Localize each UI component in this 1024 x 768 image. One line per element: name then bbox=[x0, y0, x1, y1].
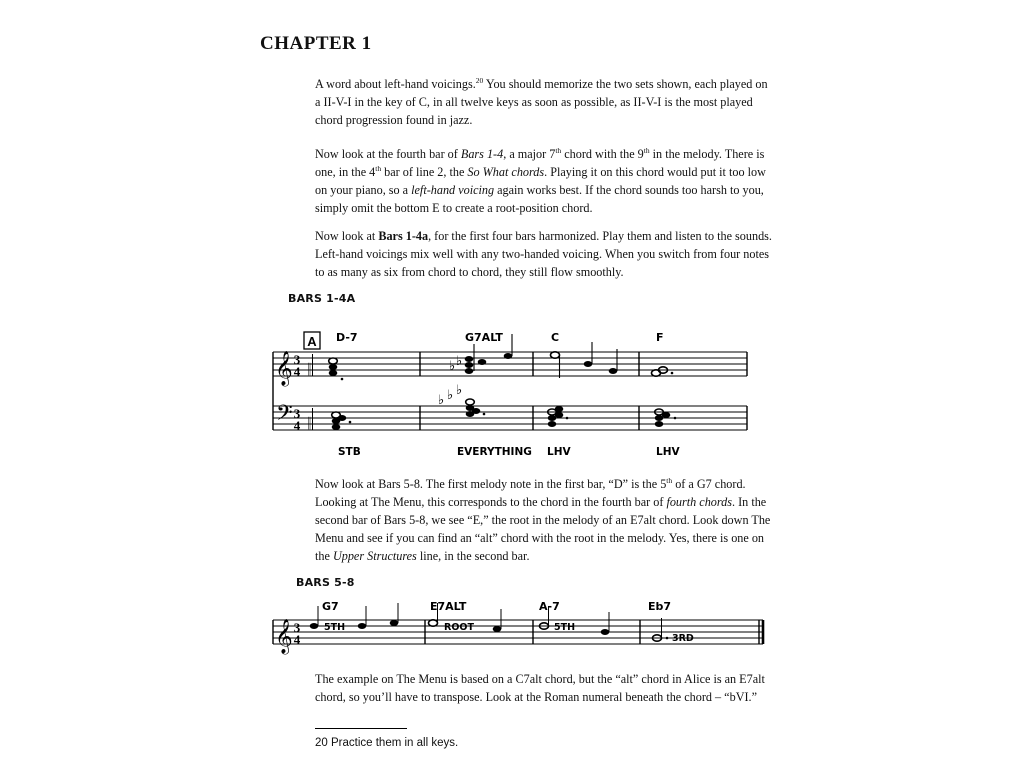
chord-symbol: D-7 bbox=[336, 331, 358, 344]
treble-clef-icon: 𝄞 bbox=[275, 619, 293, 654]
svg-text:♭: ♭ bbox=[438, 393, 445, 408]
rehearsal-mark: A bbox=[307, 334, 317, 349]
text-run: . In the second bar of Bars 5-8, we see “E,” the root in the melody of an E7alt chord. Look down The Menu and see if you can find an “alt” chord with the root in the melody. Yes, there is one on the bbox=[315, 495, 771, 563]
text-run-italic: left-hand voicing bbox=[411, 183, 495, 197]
text-run-italic: fourth chords bbox=[666, 495, 733, 509]
svg-text:♭: ♭ bbox=[456, 383, 463, 398]
text-run-italic: Bars 1-4 bbox=[460, 147, 504, 161]
footnote-ref[interactable]: 20 bbox=[475, 75, 484, 85]
bass-clef-icon: 𝄢 bbox=[276, 401, 293, 431]
chord-notes bbox=[548, 342, 618, 427]
paragraph-transpose bbox=[315, 670, 775, 706]
superscript: th bbox=[643, 145, 650, 155]
voicing-label: LHV bbox=[656, 446, 680, 458]
chord-symbol: Eb7 bbox=[648, 600, 672, 613]
text-run: of a G7 chord. Looking at The Menu, this corresponds to the chord in the fourth bar of bbox=[315, 477, 746, 509]
text-run: line, in the second bar. bbox=[416, 549, 530, 563]
text-run: You should memorize the two sets shown, each played on a II-V-I in the key of C, in all twelve keys as soon as possible, as II-V-I is the most played chord progression found in jazz. bbox=[315, 77, 768, 127]
paragraph-fourth-bar bbox=[315, 145, 775, 217]
example-2-score bbox=[270, 598, 790, 658]
text-run: . Playing it on this chord would put it too low on your piano, so a bbox=[315, 165, 766, 197]
time-sig-bottom: 4 bbox=[293, 418, 301, 433]
voicing-label: EVERYTHING bbox=[457, 446, 532, 458]
superscript: th bbox=[666, 475, 673, 485]
melody-annotation: 5TH bbox=[554, 622, 576, 633]
paragraph-bars-5-8 bbox=[315, 475, 775, 565]
melody-annotation: ROOT bbox=[444, 622, 474, 633]
chord-symbol: G7 bbox=[322, 600, 339, 613]
svg-text:♭: ♭ bbox=[447, 388, 454, 403]
paragraph-left-hand-voicings bbox=[315, 75, 775, 129]
melody-notes bbox=[310, 603, 669, 641]
text-run-bold: Bars 1-4a bbox=[378, 229, 429, 243]
melody-annotation: 3RD bbox=[672, 633, 694, 644]
text-run: A word about left-hand voicings. bbox=[315, 77, 476, 91]
melody-annotation: 5TH bbox=[324, 622, 346, 633]
chord-symbol: C bbox=[551, 331, 560, 344]
text-run: again works best. If the chord sounds too harsh to you, simply omit the bottom E to create a root-position chord. bbox=[315, 183, 764, 215]
paragraph-bars-1-4a bbox=[315, 227, 775, 281]
example-2-label: BARS 5-8 bbox=[296, 576, 355, 589]
chord-notes bbox=[308, 354, 351, 433]
chord-symbol: F bbox=[656, 331, 664, 344]
footnote: 20 Practice them in all keys. bbox=[315, 737, 459, 749]
text-run-italic: So What chords bbox=[467, 165, 545, 179]
text-run: , for the first four bars harmonized. Play them and listen to the sounds. Left-hand voicings mix well with any two-handed voicing. When you switch from four notes to as many as six from chord to chord, they still flow smoothly. bbox=[315, 229, 772, 279]
svg-text:♭: ♭ bbox=[456, 354, 463, 369]
superscript: th bbox=[375, 163, 382, 173]
text-run: Now look at Bars 5-8. The first melody note in the first bar, “D” is the 5 bbox=[315, 477, 667, 491]
footnote-divider bbox=[315, 728, 407, 729]
chord-symbol: G7ALT bbox=[465, 331, 503, 344]
voicing-label: STB bbox=[338, 446, 361, 458]
time-sig-bottom: 4 bbox=[293, 364, 301, 379]
svg-text:𝄁: 𝄁 bbox=[308, 360, 311, 379]
chord-symbol: A-7 bbox=[539, 600, 560, 613]
text-run-italic: Upper Structures bbox=[332, 549, 417, 563]
superscript: th bbox=[555, 145, 562, 155]
time-sig-top: 3 bbox=[293, 352, 301, 367]
time-sig-bottom: 4 bbox=[293, 632, 301, 647]
text-run: Now look at the fourth bar of bbox=[315, 147, 461, 161]
text-run: chord with the 9 bbox=[561, 147, 644, 161]
treble-clef-icon: 𝄞 bbox=[275, 351, 293, 386]
text-run: in the melody. There is one, in the 4 bbox=[315, 147, 765, 179]
text-run: The example on The Menu is based on a C7alt chord, but the “alt” chord in Alice is an E7alt chord, so you’ll have to transpose. Look at the Roman numeral beneath the chord – “bVI.” bbox=[315, 672, 765, 704]
voicing-label: LHV bbox=[547, 446, 571, 458]
example-1-label: BARS 1-4A bbox=[288, 292, 356, 305]
text-run: Now look at bbox=[315, 229, 379, 243]
example-1-score bbox=[270, 318, 790, 468]
time-sig-top: 3 bbox=[293, 406, 301, 421]
time-sig-top: 3 bbox=[293, 620, 301, 635]
chapter-title: CHAPTER 1 bbox=[260, 33, 372, 54]
text-run: bar of line 2, the bbox=[381, 165, 468, 179]
chord-symbol: E7ALT bbox=[430, 600, 467, 613]
svg-text:𝄁: 𝄁 bbox=[308, 414, 311, 433]
svg-text:♭: ♭ bbox=[449, 359, 456, 374]
text-run: , a major 7 bbox=[503, 147, 556, 161]
